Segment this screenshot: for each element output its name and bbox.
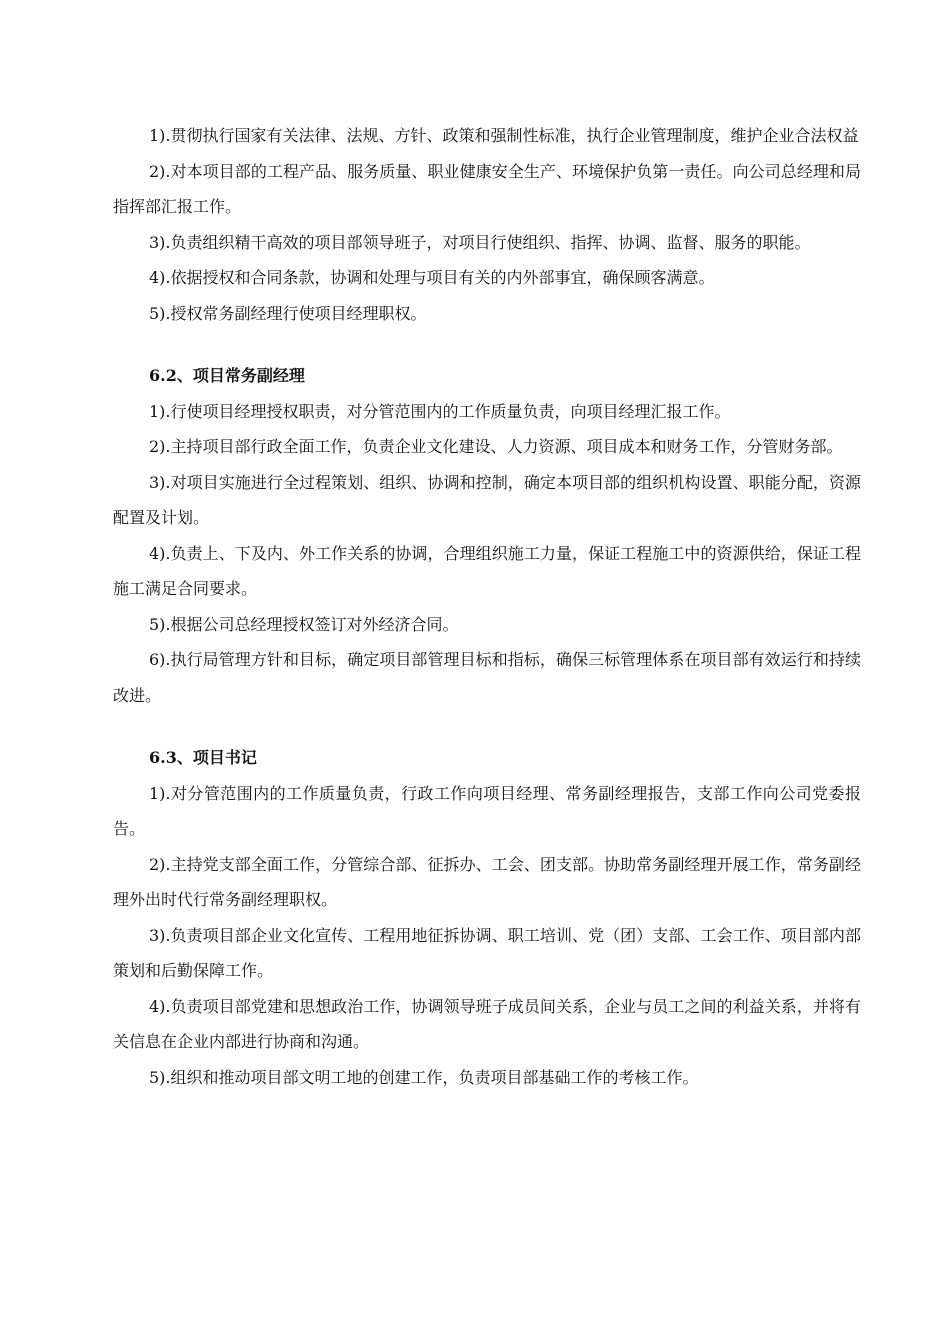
- section-intro: [113, 118, 861, 1095]
- paragraph-6-3-2: 2).主持党支部全面工作，分管综合部、征拆办、工会、团支部。协助常务副经理开展工作，常务副经理外出时代行常务副经理职权。: [113, 854, 861, 909]
- section-gap: [113, 331, 861, 358]
- paragraph-6-2-3: 3).对项目实施进行全过程策划、组织、协调和控制，确定本项目部的组织机构设置、职能分配，资源配置及计划。: [113, 472, 861, 527]
- section-heading-6-3: 6.3、项目书记: [149, 748, 257, 767]
- paragraph-4: 4).依据授权和合同条款，协调和处理与项目有关的内外部事宜，确保顾客满意。: [149, 268, 715, 287]
- paragraph-6-3-5: 5).组织和推动项目部文明工地的创建工作，负责项目部基础工作的考核工作。: [149, 1067, 699, 1087]
- paragraph-3: 3).负责组织精干高效的项目部领导班子，对项目行使组织、指挥、协调、监督、服务的职能。: [149, 232, 811, 252]
- paragraph-6-3-1: 1).对分管范围内的工作质量负责，行政工作向项目经理、常务副经理报告，支部工作向公司党委报告。: [113, 783, 861, 838]
- paragraph-6-2-1: 1).行使项目经理授权职责，对分管范围内的工作质量负责，向项目经理汇报工作。: [149, 401, 731, 421]
- paragraph-1: 1).贯彻执行国家有关法律、法规、方针、政策和强制性标准，执行企业管理制度，维护企业合法权益: [149, 126, 859, 145]
- paragraph-6-3-3: 3).负责项目部企业文化宣传、工程用地征拆协调、职工培训、党（团）支部、工会工作、项目部内部策划和后勤保障工作。: [113, 925, 861, 980]
- paragraph-2: 2).对本项目部的工程产品、服务质量、职业健康安全生产、环境保护负第一责任。向公司总经理和局指挥部汇报工作。: [113, 161, 861, 216]
- section-gap: [113, 713, 861, 740]
- paragraph-5: 5).授权常务副经理行使项目经理职权。: [149, 303, 427, 323]
- paragraph-6-2-2: 2).主持项目部行政全面工作，负责企业文化建设、人力资源、项目成本和财务工作，分管财务部。: [149, 437, 843, 456]
- paragraph-6-2-5: 5).根据公司总经理授权签订对外经济合同。: [149, 614, 459, 634]
- paragraph-6-2-4: 4).负责上、下及内、外工作关系的协调，合理组织施工力量，保证工程施工中的资源供给，保证工程施工满足合同要求。: [113, 543, 861, 598]
- paragraph-6-2-6: 6).执行局管理方针和目标，确定项目部管理目标和指标，确保三标管理体系在项目部有效运行和持续改进。: [113, 650, 861, 705]
- section-heading-6-2: 6.2、项目常务副经理: [149, 366, 305, 385]
- paragraph-6-3-4: 4).负责项目部党建和思想政治工作，协调领导班子成员间关系，企业与员工之间的利益关系，并将有关信息在企业内部进行协商和沟通。: [113, 996, 861, 1051]
